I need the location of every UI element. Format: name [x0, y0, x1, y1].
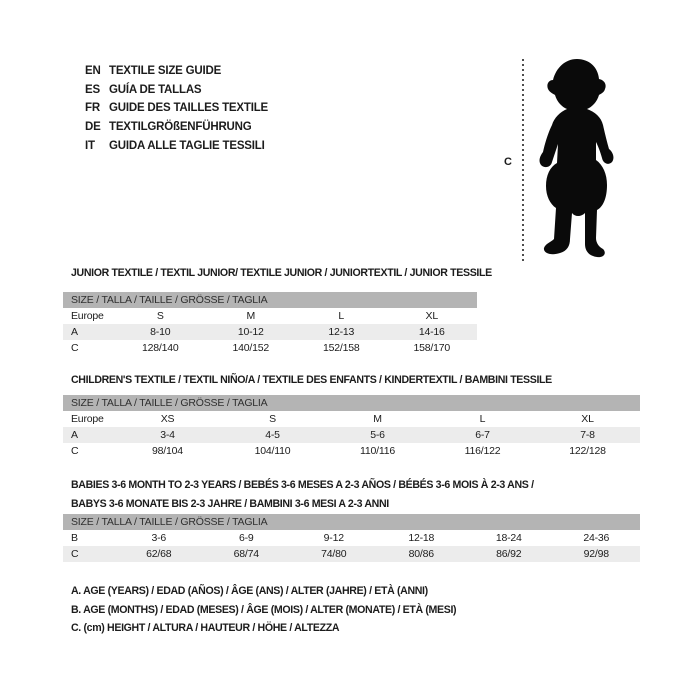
table-cell: M: [373, 413, 382, 425]
row-label: C: [71, 342, 79, 354]
table-cell: 5-6: [370, 429, 385, 441]
row-label: Europe: [71, 310, 104, 322]
table-title-line: CHILDREN'S TEXTILE / TEXTIL NIÑO/A / TEXTILE DES ENFANTS / KINDERTEXTIL / BAMBINI TESSILE: [71, 374, 552, 386]
size-table-junior: [63, 292, 477, 356]
table-cell: S: [269, 413, 276, 425]
guide-title-text: GUIDE DES TAILLES TEXTILE: [109, 102, 268, 115]
table-title-line: JUNIOR TEXTILE / TEXTIL JUNIOR/ TEXTILE JUNIOR / JUNIORTEXTIL / JUNIOR TESSILE: [71, 267, 492, 279]
table-cell: 104/110: [254, 445, 291, 457]
language-title-list: [85, 62, 268, 155]
table-cell: 4-5: [265, 429, 280, 441]
table-cell: XL: [581, 413, 594, 425]
table-cell: 98/104: [152, 445, 183, 457]
footnote-line: B. AGE (MONTHS) / EDAD (MESES) / ÂGE (MOIS) / ALTER (MONATE) / ETÀ (MESI): [71, 603, 457, 616]
table-title-babies: [71, 476, 534, 514]
table-title-children: [71, 371, 552, 390]
language-code: FR: [85, 102, 100, 115]
table-cell: 3-4: [160, 429, 175, 441]
language-code: ES: [85, 83, 100, 96]
table-cell: 92/98: [583, 548, 609, 560]
footnote-line: A. AGE (YEARS) / EDAD (AÑOS) / ÂGE (ANS) / ALTER (JAHRE) / ETÀ (ANNI): [71, 585, 428, 597]
guide-title-text: TEXTILGRÖßENFÜHRUNG: [109, 121, 252, 134]
table-cell: 7-8: [580, 429, 595, 441]
table-cell: 68/74: [233, 548, 259, 560]
table-cell: 110/116: [360, 445, 395, 457]
table-cell: 18-24: [495, 532, 522, 544]
table-cell: 128/140: [141, 342, 179, 354]
language-row: [85, 118, 268, 137]
table-cell: 10-12: [237, 326, 264, 338]
height-measure-label: C: [504, 156, 512, 168]
table-cell: M: [246, 310, 256, 322]
table-row: [63, 427, 640, 443]
table-cell: 86/92: [496, 548, 522, 560]
table-cell: 74/80: [321, 548, 347, 560]
language-code: IT: [85, 139, 95, 152]
table-cell: 12-13: [328, 326, 355, 338]
table-row: [63, 530, 640, 546]
table-cell: 14-16: [418, 326, 445, 338]
row-label: Europe: [71, 413, 104, 425]
language-row: [85, 81, 268, 100]
table-cell: L: [338, 310, 345, 322]
table-cell: 6-9: [238, 532, 254, 544]
table-header-bar: SIZE / TALLA / TAILLE / GRÖSSE / TAGLIA: [63, 395, 640, 411]
language-row: [85, 136, 268, 155]
table-cell: XS: [160, 413, 175, 425]
table-cell: 8-10: [150, 326, 171, 338]
language-code: EN: [85, 65, 101, 78]
table-cell: 158/170: [413, 342, 451, 354]
table-title-line: BABYS 3-6 MONATE BIS 2-3 JAHRE / BAMBINI 3-6 MESI A 2-3 ANNI: [71, 498, 389, 510]
language-row: [85, 62, 268, 81]
table-row: [63, 324, 477, 340]
table-row: [63, 411, 640, 427]
table-cell: 140/152: [232, 342, 270, 354]
language-row: [85, 99, 268, 118]
row-label: A: [71, 326, 78, 338]
language-code: DE: [85, 121, 101, 134]
footnote-line: C. (cm) HEIGHT / ALTURA / HAUTEUR / HÖHE / ALTEZZA: [71, 622, 340, 635]
footnote-legend: [71, 582, 456, 638]
row-label: B: [71, 532, 78, 544]
row-label: C: [71, 445, 79, 457]
table-cell: 12-18: [408, 532, 435, 544]
guide-title-text: GUIDA ALLE TAGLIE TESSILI: [109, 139, 265, 152]
table-cell: 24-36: [583, 532, 610, 544]
size-table-children: [63, 395, 640, 459]
row-label: A: [71, 429, 78, 441]
table-row: [63, 308, 477, 324]
table-row: [63, 443, 640, 459]
table-cell: 62/68: [146, 548, 172, 560]
table-row: [63, 546, 640, 562]
table-cell: 122/128: [569, 445, 606, 457]
baby-silhouette-path: [540, 59, 614, 257]
row-label: C: [71, 548, 79, 560]
table-title-line: BABIES 3-6 MONTH TO 2-3 YEARS / BEBÉS 3-6 MESES A 2-3 AÑOS / BÉBÉS 3-6 MOIS À 2-3 ANS /: [71, 479, 534, 491]
table-cell: XL: [425, 310, 438, 322]
table-cell: 152/158: [322, 342, 360, 354]
table-cell: L: [479, 413, 486, 425]
table-title-junior: [71, 264, 492, 283]
guide-title-text: TEXTILE SIZE GUIDE: [109, 65, 222, 78]
table-header-bar: SIZE / TALLA / TAILLE / GRÖSSE / TAGLIA: [63, 292, 477, 308]
table-cell: 3-6: [151, 532, 167, 544]
table-cell: 80/86: [408, 548, 434, 560]
guide-title-text: GUÍA DE TALLAS: [109, 83, 202, 96]
table-cell: 116/122: [464, 445, 501, 457]
height-measure-dotted-line: [522, 59, 524, 261]
table-cell: 9-12: [323, 532, 344, 544]
size-table-babies: [63, 514, 640, 562]
table-cell: S: [156, 310, 164, 322]
table-row: [63, 340, 477, 356]
baby-silhouette-icon: [531, 57, 626, 262]
table-header-bar: SIZE / TALLA / TAILLE / GRÖSSE / TAGLIA: [63, 514, 640, 530]
table-cell: 6-7: [475, 429, 490, 441]
